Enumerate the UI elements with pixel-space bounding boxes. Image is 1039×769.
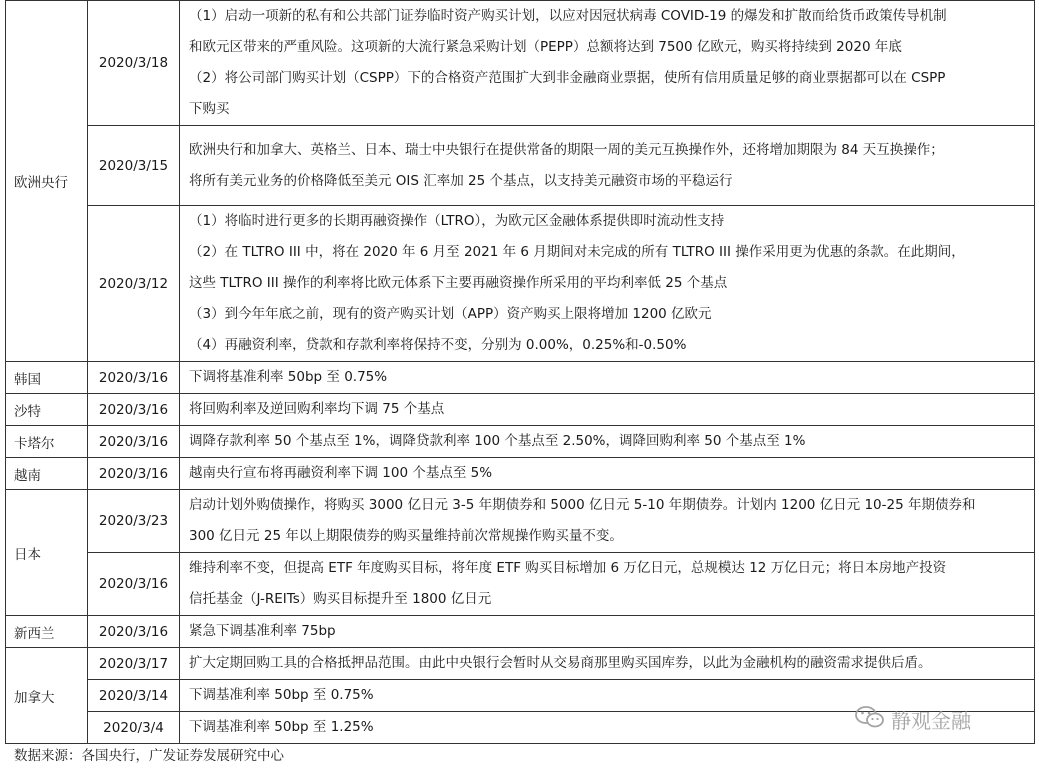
content-cell: 下调将基准利率 50bp 至 0.75% [180,362,1035,394]
date-cell: 2020/3/16 [88,394,180,426]
content-line: （2）将公司部门购买计划（CSPP）下的合格资产范围扩大到非金融商业票据，使所有信用质量足够的商业票据都可以在 CSPP [189,70,946,86]
content-line: 300 亿日元 25 年以上期限债券的购买量维持前次常规操作购买量不变。 [189,528,623,544]
content-line: 下购买 [189,101,230,117]
country-cell-canada: 加拿大 [6,648,88,744]
table-row [6,426,1035,458]
content-line: 信托基金（J-REITs）购买目标提升至 1800 亿日元 [189,591,492,607]
table-row [6,394,1035,426]
content-line: 启动计划外购债操作，将购买 3000 亿日元 3-5 年期债券和 5000 亿日元 5-10 年期债券。计划内 1200 亿日元 10-25 年期债券和 [189,497,976,513]
date-cell: 2020/3/16 [88,426,180,458]
policy-table [5,0,1035,744]
table-row [6,126,1035,206]
watermark-text: 静观金融 [891,709,971,733]
country-cell-nz: 新西兰 [6,616,88,648]
source-note: 数据来源：各国央行，广发证券发展研究中心 [14,748,284,764]
content-cell [180,490,1035,553]
content-line: 将所有美元业务的价格降低至美元 OIS 汇率加 25 个基点，以支持美元融资市场的平稳运行 [189,172,733,189]
content-line: 这些 TLTRO III 操作的利率将比欧元体系下主要再融资操作所采用的平均利率低 25 个基点 [189,275,728,291]
date-cell: 2020/3/15 [88,126,180,206]
table-row [6,490,1035,553]
date-cell: 2020/3/14 [88,680,180,712]
country-cell-korea: 韩国 [6,362,88,394]
content-cell [180,648,1035,680]
content-line: 欧洲央行和加拿大、英格兰、日本、瑞士中央银行在提供常备的期限一周的美元互换操作外，还将增加期限为 84 天互换操作； [189,141,944,158]
content-line: （1）启动一项新的私有和公共部门证券临时资产购买计划，以应对因冠状病毒 COVID-19 的爆发和扩散而给货币政策传导机制 [189,8,947,24]
content-cell: 下调基准利率 50bp 至 0.75% [180,680,1035,712]
table-row [6,458,1035,490]
content-line: 和欧元区带来的严重风险。这项新的大流行紧急采购计划（PEPP）总额将达到 7500 亿欧元，购买将持续到 2020 年底 [189,39,902,55]
table-row [6,206,1035,362]
date-cell: 2020/3/16 [88,616,180,648]
content-cell: 调降存款利率 50 个基点至 1%，调降贷款利率 100 个基点至 2.50%，调降回购利率 50 个基点至 1% [180,426,1035,458]
date-cell: 2020/3/23 [88,490,180,553]
content-cell [180,1,1035,126]
content-cell [180,553,1035,616]
table-row [6,362,1035,394]
wechat-icon [855,705,891,734]
country-cell-vietnam: 越南 [6,458,88,490]
date-cell: 2020/3/17 [88,648,180,680]
date-cell: 2020/3/4 [88,712,180,744]
country-cell-saudi: 沙特 [6,394,88,426]
country-cell-ecb: 欧洲央行 [6,1,88,362]
content-cell: 下调基准利率 50bp 至 1.25% [180,712,1035,744]
content-line: （1）将临时进行更多的长期再融资操作（LTRO），为欧元区金融体系提供即时流动性支持 [189,213,725,229]
content-line: （4）再融资利率，贷款和存款利率将保持不变，分别为 0.00%，0.25%和-0.50% [189,337,687,353]
date-cell: 2020/3/18 [88,1,180,126]
content-line: （3）到今年年底之前，现有的资产购买计划（APP）资产购买上限将增加 1200 亿欧元 [189,306,712,322]
table-row [6,616,1035,648]
content-line: 维持利率不变，但提高 ETF 年度购买目标，将年度 ETF 购买目标增加 6 万亿日元，总规模达 12 万亿日元；将日本房地产投资 [189,560,947,576]
content-cell: 越南央行宣布将再融资利率下调 100 个基点至 5% [180,458,1035,490]
watermark [855,705,971,734]
date-cell: 2020/3/16 [88,553,180,616]
content-cell [180,206,1035,362]
country-cell-japan: 日本 [6,490,88,616]
table-row [6,553,1035,616]
content-cell: 将回购利率及逆回购利率均下调 75 个基点 [180,394,1035,426]
content-cell: 紧急下调基准利率 75bp [180,616,1035,648]
country-cell-qatar: 卡塔尔 [6,426,88,458]
content-line: 扩大定期回购工具的合格抵押品范围。由此中央银行会暂时从交易商那里购买国库券，以此为金融机构的融资需求提供后盾。 [189,655,932,671]
content-cell [180,126,1035,206]
date-cell: 2020/3/12 [88,206,180,362]
content-line: （2）在 TLTRO III 中，将在 2020 年 6 月至 2021 年 6 月期间对未完成的所有 TLTRO III 操作采用更为优惠的条款。在此期间， [189,244,965,260]
date-cell: 2020/3/16 [88,458,180,490]
date-cell: 2020/3/16 [88,362,180,394]
table-row [6,1,1035,126]
table-row [6,648,1035,680]
